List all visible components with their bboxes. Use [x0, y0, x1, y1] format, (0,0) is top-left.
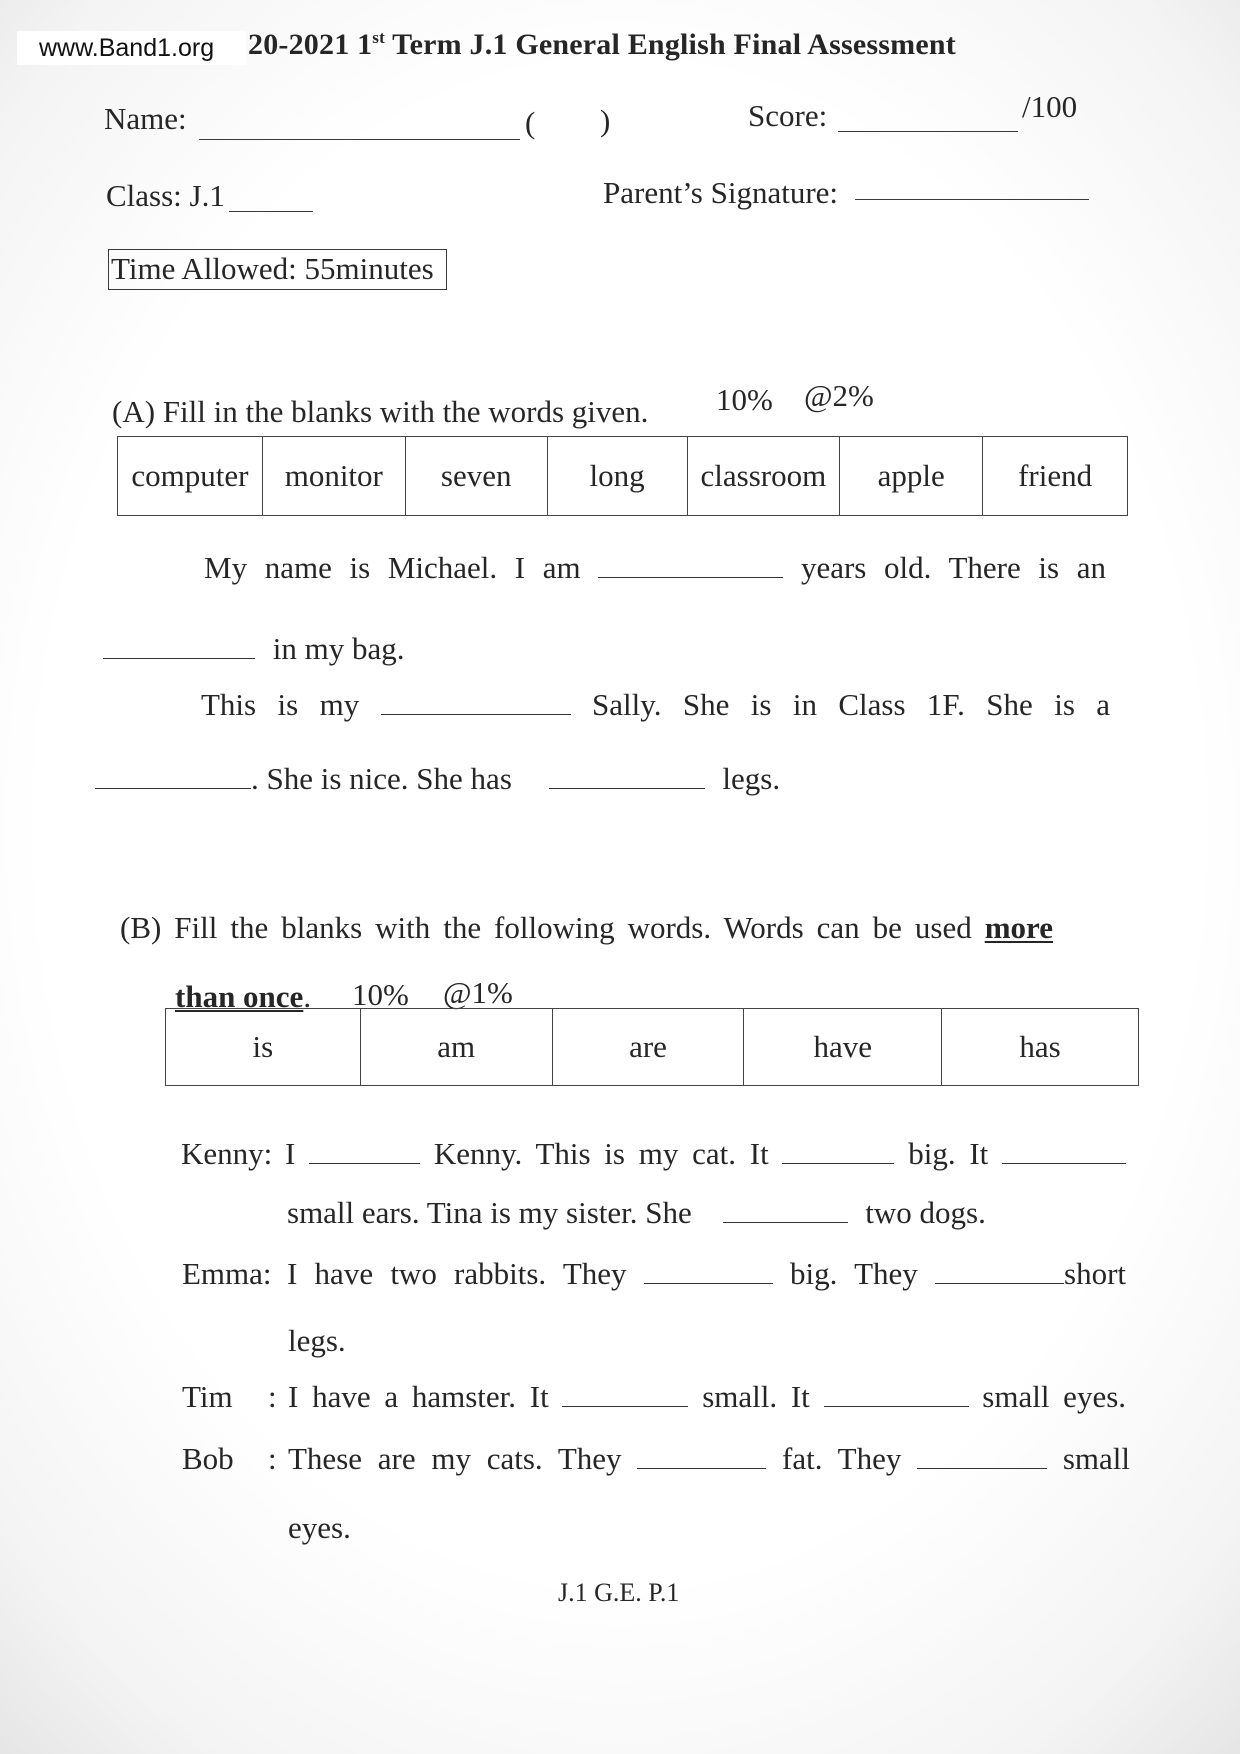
section-b-word-bank	[165, 1008, 1139, 1086]
dialogue-continuation: legs.	[288, 1323, 346, 1358]
dialogue-text: two dogs.	[865, 1195, 986, 1230]
answer-blank	[95, 766, 251, 789]
passage-a-line-4	[95, 760, 780, 797]
dialogue-text: small ears. Tina is my sister. She	[287, 1195, 692, 1230]
passage-text: This is my	[201, 687, 360, 722]
passage-text: My name is Michael. I am	[204, 550, 581, 585]
class-blank-line	[229, 211, 313, 212]
speaker-colon: :	[268, 1441, 277, 1476]
answer-blank	[381, 692, 571, 715]
time-allowed-text: Time Allowed: 55minutes	[111, 251, 434, 286]
passage-a-line-3	[201, 686, 1110, 723]
word-bank-cell: apple	[840, 437, 983, 515]
speaker-name: Kenny:	[181, 1136, 273, 1171]
speaker-colon: :	[268, 1379, 277, 1414]
watermark-label: www.Band1.org	[17, 31, 246, 65]
answer-blank	[103, 636, 255, 659]
dialogue-text: I have a hamster. It	[288, 1379, 549, 1414]
name-label: Name:	[104, 101, 187, 136]
word-bank-cell: have	[744, 1009, 942, 1085]
dialogue-text: Kenny. This is my cat. It	[433, 1136, 769, 1171]
dialogue-text: fat. They	[782, 1441, 902, 1476]
word-bank-cell: monitor	[263, 437, 406, 515]
class-number-paren-close: )	[600, 103, 611, 138]
word-bank-cell: long	[548, 437, 688, 515]
dialogue-line	[287, 1255, 1126, 1292]
word-bank-cell: seven	[406, 437, 548, 515]
dialogue-text: big. It	[908, 1136, 989, 1171]
passage-a-line-1	[204, 549, 1106, 586]
title-year: 20-2021 1	[248, 28, 373, 61]
answer-blank	[644, 1261, 773, 1284]
passage-text: legs.	[722, 761, 781, 796]
dialogue-continuation: eyes.	[288, 1510, 351, 1545]
answer-blank	[549, 766, 705, 789]
answer-blank	[637, 1446, 766, 1469]
section-b-instruction-text: (B) Fill the blanks with the following words. Words can be used	[120, 910, 972, 945]
answer-blank	[723, 1200, 848, 1223]
title-text: Term J.1 General English Final Assessment	[384, 28, 956, 61]
time-allowed-box	[108, 249, 447, 290]
dialogue-text: big. They	[790, 1256, 918, 1291]
name-blank-line	[199, 139, 520, 140]
word-bank-cell: is	[166, 1009, 361, 1085]
title-ordinal-suffix: st	[372, 28, 385, 47]
answer-blank	[935, 1261, 1064, 1284]
exam-title	[248, 26, 956, 63]
section-b-emphasis: than once	[175, 979, 304, 1014]
dialogue-text: short	[1064, 1256, 1127, 1291]
dialogue-text: small	[1062, 1441, 1131, 1476]
answer-blank	[309, 1141, 420, 1164]
answer-blank	[562, 1384, 688, 1407]
section-a-instruction: (A) Fill in the blanks with the words given.	[112, 394, 649, 429]
word-bank-cell: classroom	[688, 437, 841, 515]
word-bank-cell: has	[1019, 1029, 1061, 1064]
passage-text: in my bag.	[272, 631, 405, 666]
answer-blank	[598, 555, 783, 578]
section-b-marks-each: @1%	[443, 975, 513, 1010]
passage-a-line-2	[103, 630, 405, 667]
word-bank-cell: am	[361, 1009, 553, 1085]
dialogue-line	[285, 1135, 1126, 1172]
dialogue-text: These are my cats. They	[288, 1441, 622, 1476]
section-a-marks-each: @2%	[804, 378, 874, 413]
word-bank-cell: computer	[118, 437, 263, 515]
section-a-percentage: 10%	[716, 382, 773, 417]
answer-blank	[1002, 1141, 1126, 1164]
word-bank-cell: are	[553, 1009, 745, 1085]
answer-blank	[782, 1141, 894, 1164]
passage-text: . She is nice. She has	[251, 761, 512, 796]
score-total: /100	[1022, 89, 1078, 124]
speaker-name: Bob	[182, 1441, 234, 1476]
class-number-paren-open: (	[525, 105, 536, 140]
section-b-period: .	[303, 979, 312, 1014]
page-footer-label: J.1 G.E. P.1	[558, 1578, 680, 1607]
section-b-instruction	[120, 909, 1053, 946]
class-label: Class: J.1	[106, 178, 225, 213]
signature-label: Parent’s Signature:	[603, 175, 839, 210]
answer-blank	[824, 1384, 969, 1407]
passage-text: years old. There is an	[800, 550, 1106, 585]
dialogue-text: small eyes.	[982, 1379, 1127, 1414]
signature-blank-line	[855, 199, 1089, 200]
dialogue-text: I have two rabbits. They	[287, 1256, 627, 1291]
dialogue-continuation	[287, 1194, 986, 1231]
speaker-name: Tim	[182, 1379, 233, 1414]
section-a-word-bank	[117, 436, 1128, 516]
section-b-percentage: 10%	[352, 977, 409, 1012]
dialogue-text: small. It	[702, 1379, 810, 1414]
section-b-emphasis: more	[984, 910, 1053, 945]
score-blank-line	[838, 131, 1018, 132]
dialogue-text: I	[285, 1136, 296, 1171]
score-label: Score:	[748, 98, 828, 133]
answer-blank	[917, 1446, 1047, 1469]
speaker-name: Emma:	[182, 1256, 272, 1291]
word-bank-cell: friend	[1018, 458, 1093, 493]
dialogue-line	[288, 1378, 1126, 1415]
passage-text: Sally. She is in Class 1F. She is a	[592, 687, 1111, 722]
dialogue-line	[288, 1440, 1130, 1477]
